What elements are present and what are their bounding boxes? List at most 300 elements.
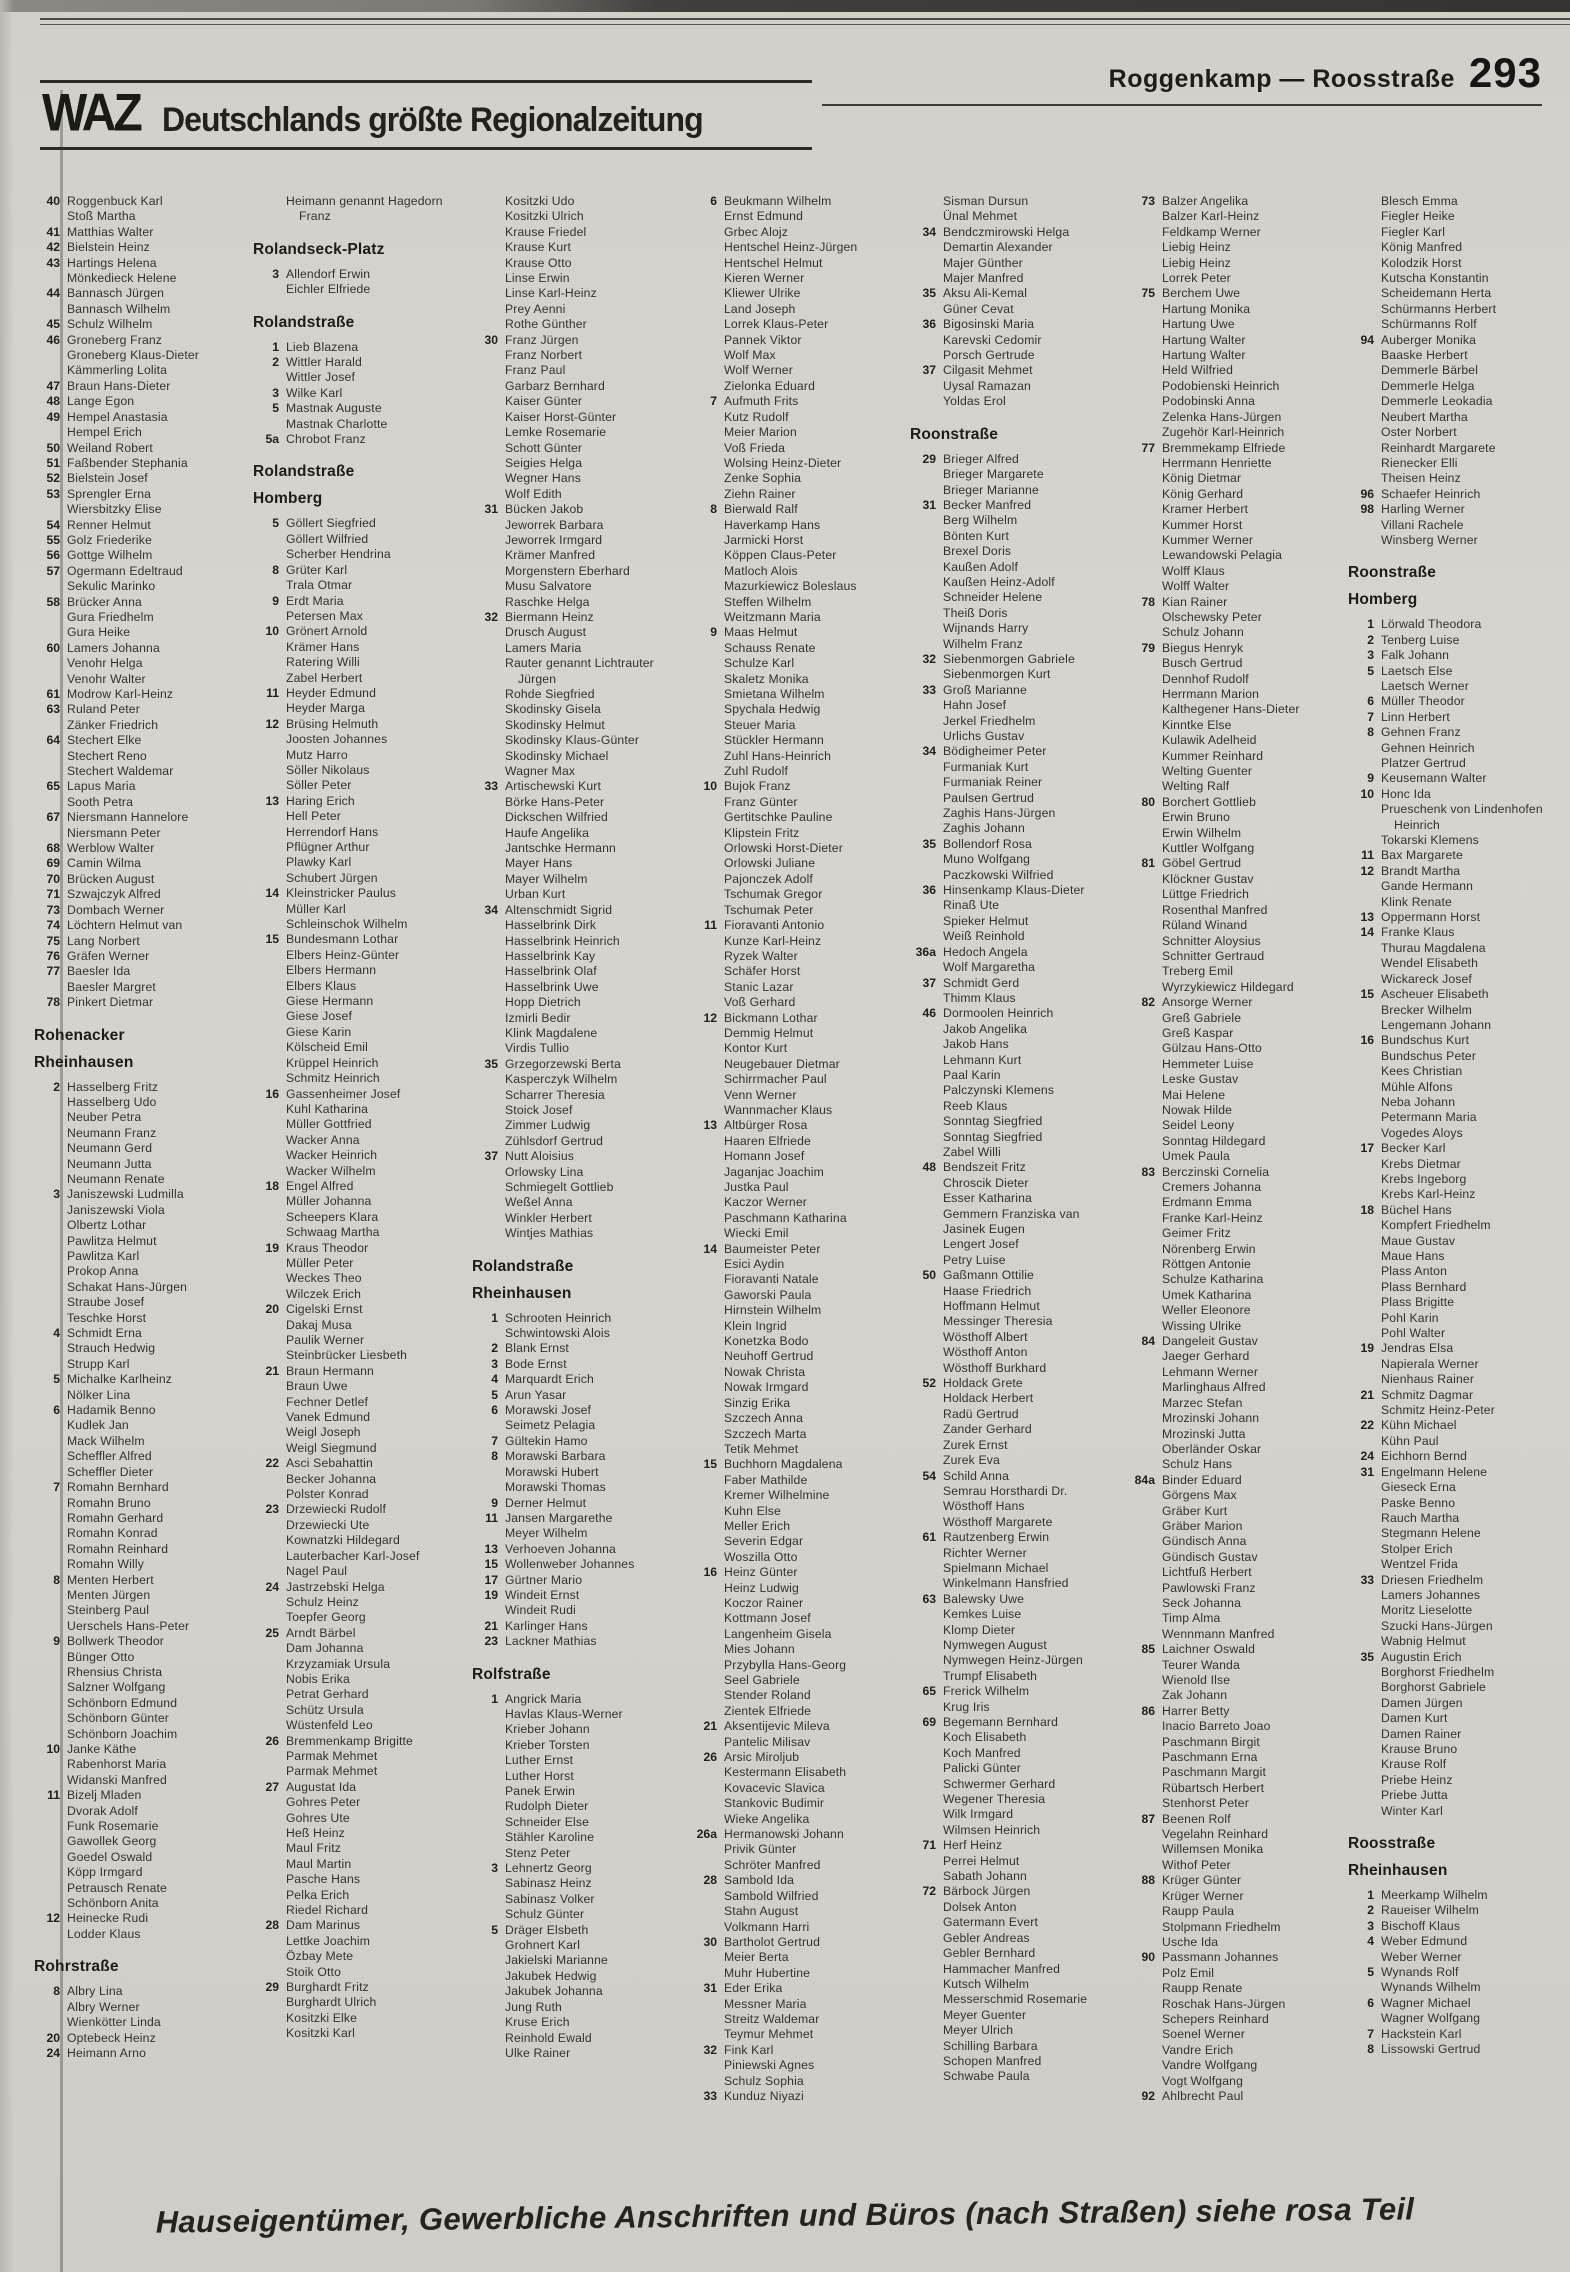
house-number: 13: [265, 793, 279, 808]
resident-name: Balzer Angelika: [1162, 194, 1249, 208]
entry-row: [34, 1511, 253, 1526]
entry-row: [253, 763, 472, 778]
entry-row: [34, 2046, 253, 2061]
entry-row: [1348, 1372, 1566, 1387]
resident-name: Hermanowski Johann: [724, 1827, 844, 1842]
resident-name: Wilhelm Franz: [943, 636, 1023, 651]
resident-name: Maue Gustav: [1381, 1233, 1456, 1248]
resident-name: Zurek Ernst: [943, 1437, 1008, 1452]
resident-name: Gawollek Georg: [67, 1834, 157, 1849]
entry-row: [691, 1026, 910, 1041]
house-number: 34: [922, 744, 936, 759]
house-number: 5a: [265, 432, 279, 447]
entry-row: [34, 456, 253, 471]
entry-row: [1348, 333, 1566, 348]
entry-row: [1348, 1573, 1566, 1588]
entry-row: [1348, 225, 1566, 240]
street-header: Rohrstraße: [34, 1958, 119, 1976]
resident-name: Hasselberg Udo: [67, 1094, 157, 1109]
resident-name: Bartholot Gertrud: [724, 1934, 821, 1949]
resident-name: Fink Karl: [724, 2042, 774, 2057]
resident-name: Pannek Viktor: [724, 332, 802, 347]
entry-row: [1129, 795, 1348, 810]
entry-row: [691, 256, 910, 271]
resident-name: Pawlitza Helmut: [67, 1233, 157, 1248]
house-number: 55: [46, 532, 60, 547]
resident-name: Harling Werner: [1381, 502, 1465, 517]
entry-row: [1129, 1088, 1348, 1103]
entry-row: [34, 1573, 253, 1588]
resident-name: Lettke Joachim: [286, 1933, 371, 1948]
entry-row: [1348, 1903, 1566, 1918]
entry-row: [691, 1735, 910, 1750]
house-number: 2: [1367, 1903, 1374, 1918]
entry-row: [910, 1669, 1129, 1684]
entry-row: [472, 441, 691, 456]
entry-row: [1129, 1118, 1348, 1133]
entry-row: [253, 1164, 472, 1179]
entry-row: [691, 1904, 910, 1919]
resident-name: Wilke Karl: [286, 385, 343, 400]
resident-name: Ernst Edmund: [724, 209, 804, 224]
entry-row: [1129, 1488, 1348, 1503]
resident-name: Ryzek Walter: [724, 948, 798, 963]
entry-row: [34, 240, 253, 255]
resident-name: Wannmacher Klaus: [724, 1102, 833, 1117]
entry-row: [472, 841, 691, 856]
resident-name: Podobienski Heinrich: [1162, 378, 1280, 393]
entry-row: [691, 209, 910, 224]
house-number: 8: [1367, 725, 1374, 740]
house-number: 11: [485, 1510, 498, 1525]
entry-row: [691, 456, 910, 471]
entry-row: [34, 1711, 253, 1726]
resident-name: Sambold Ida: [724, 1873, 795, 1888]
entry-row: [910, 883, 1129, 898]
resident-name: Angrick Maria: [505, 1691, 582, 1706]
house-number: 8: [1367, 2042, 1374, 2057]
resident-name: Orlowski Horst-Dieter: [724, 841, 843, 856]
resident-name: Allendorf Erwin: [286, 266, 371, 281]
resident-name: Braun Uwe: [286, 1379, 348, 1394]
resident-name: Krüger Werner: [1162, 1888, 1244, 1903]
house-number: 11: [266, 685, 279, 700]
resident-name: Wösthoff Albert: [943, 1329, 1028, 1344]
resident-name: Venohr Helga: [67, 656, 143, 671]
entry-row: [910, 529, 1129, 544]
entry-row: [1348, 1080, 1566, 1095]
resident-name: Wolf Margaretha: [943, 960, 1036, 975]
entry-row: [1348, 1126, 1566, 1141]
entry-row: [253, 516, 472, 531]
entry-row: [34, 995, 253, 1010]
resident-name: Beenen Rolf: [1162, 1811, 1231, 1826]
resident-name: Weiland Robert: [67, 440, 153, 455]
resident-name: Sonntag Siegfried: [943, 1114, 1043, 1129]
entry-row: [910, 1900, 1129, 1915]
resident-name: Dvorak Adolf: [67, 1803, 138, 1818]
resident-name: Laetsch Else: [1381, 663, 1453, 678]
resident-name: Albry Werner: [67, 1999, 140, 2014]
resident-name: Raupp Renate: [1162, 1981, 1243, 1996]
resident-name: Fioravanti Natale: [724, 1272, 819, 1287]
entry-row: [34, 379, 253, 394]
entry-row: [1348, 679, 1566, 694]
entry-row: [691, 887, 910, 902]
entry-row: [1129, 1581, 1348, 1596]
entry-row: [1348, 1064, 1566, 1079]
resident-name: Fioravanti Antonio: [724, 918, 825, 933]
resident-name: Hopp Dietrich: [505, 995, 581, 1010]
resident-name: Altbürger Rosa: [724, 1118, 808, 1133]
entry-row: [691, 1534, 910, 1549]
resident-name: Schulz Heinz: [286, 1594, 359, 1609]
entry-row: [1129, 379, 1348, 394]
entry-row: [1129, 641, 1348, 656]
house-number: 7: [1367, 2026, 1374, 2041]
resident-name: Jung Ruth: [505, 1999, 562, 2014]
entry-row: [34, 1603, 253, 1618]
resident-name: Kühn Paul: [1381, 1433, 1439, 1448]
entry-row: [691, 548, 910, 563]
resident-name: Zak Johann: [1162, 1688, 1228, 1703]
house-number: 8: [491, 1449, 498, 1464]
entry-row: [1348, 1588, 1566, 1603]
resident-name: Lamers Johanna: [67, 640, 160, 655]
street-header: Homberg: [253, 490, 323, 508]
entry-row: [691, 1319, 910, 1334]
entry-row: [472, 733, 691, 748]
resident-name: Borghorst Gabriele: [1381, 1680, 1486, 1695]
resident-name: Roggenbuck Karl: [67, 194, 163, 208]
directory-column-2: [253, 190, 472, 2188]
entry-row: [1129, 1611, 1348, 1626]
resident-name: Hammacher Manfred: [943, 1961, 1061, 1976]
entry-row: [1129, 1673, 1348, 1688]
entry-row: [1129, 548, 1348, 563]
entry-row: [910, 333, 1129, 348]
resident-name: Jendras Elsa: [1381, 1341, 1454, 1356]
entry-row: [34, 687, 253, 702]
entry-row: [1348, 1650, 1566, 1665]
resident-name: Kutz Rudolf: [724, 409, 789, 424]
resident-name: Arsic Miroljub: [724, 1750, 800, 1765]
entry-row: [1348, 864, 1566, 879]
resident-name: Kühn Michael: [1381, 1418, 1457, 1433]
house-number: 3: [272, 266, 279, 281]
entry-row: [1348, 1950, 1566, 1965]
resident-name: Meyer Wilhelm: [505, 1526, 588, 1541]
resident-name: Volkmann Harri: [724, 1919, 810, 1934]
entry-row: [691, 1118, 910, 1133]
street-header: Rolandseck-Platz: [253, 240, 385, 258]
entry-row: [1348, 1727, 1566, 1742]
house-number: 24: [46, 2045, 60, 2060]
resident-name: Beukmann Wilhelm: [724, 194, 832, 208]
resident-name: Brücken August: [67, 871, 155, 886]
resident-name: Priebe Jutta: [1381, 1788, 1448, 1803]
resident-name: Schmidt Erna: [67, 1326, 142, 1341]
house-number: 14: [265, 886, 279, 901]
resident-name: Schulz Hans: [1162, 1457, 1233, 1472]
page-header-rule: [822, 104, 1542, 106]
entry-row: [910, 621, 1129, 636]
entry-row: [472, 1923, 691, 1938]
entry-row: [1348, 664, 1566, 679]
house-number: 9: [272, 593, 279, 608]
entry-row: [910, 791, 1129, 806]
entry-row: [253, 794, 472, 809]
resident-name: Theisen Heinz: [1381, 471, 1461, 486]
entry-row: [691, 641, 910, 656]
entry-row: [910, 1145, 1129, 1160]
entry-row: [910, 1207, 1129, 1222]
resident-name: Elbers Hermann: [286, 963, 377, 978]
entry-row: [910, 1884, 1129, 1899]
house-number: 40: [46, 194, 60, 208]
entry-row: [34, 1804, 253, 1819]
entry-row: [472, 317, 691, 332]
house-number: 19: [1360, 1341, 1374, 1356]
resident-name: Renner Helmut: [67, 517, 151, 532]
entry-row: [472, 1011, 691, 1026]
entry-row: [1348, 1311, 1566, 1326]
entry-row: [472, 1557, 691, 1572]
resident-name: Kliewer Ulrike: [724, 286, 801, 301]
entry-row: [1129, 1519, 1348, 1534]
entry-row: [1129, 410, 1348, 425]
entry-row: [253, 979, 472, 994]
entry-row: [910, 1576, 1129, 1591]
entry-row: [1129, 394, 1348, 409]
entry-row: [691, 872, 910, 887]
resident-name: Wösthoff Hans: [943, 1499, 1025, 1514]
resident-name: Bizelj Mladen: [67, 1788, 142, 1803]
entry-row: [691, 271, 910, 286]
resident-name: Stahn August: [724, 1904, 799, 1919]
resident-name: Erdmann Emma: [1162, 1195, 1252, 1210]
resident-name: Krämer Hans: [286, 639, 360, 654]
resident-name: Burghardt Fritz: [286, 1980, 369, 1995]
entry-row: [691, 1257, 910, 1272]
entry-row: [34, 410, 253, 425]
resident-name: Maas Helmut: [724, 625, 798, 640]
resident-name: Plass Anton: [1381, 1264, 1448, 1279]
house-number: 56: [46, 548, 60, 563]
house-number: 10: [1360, 786, 1374, 801]
house-number: 5: [491, 1922, 498, 1937]
resident-name: Wabnig Helmut: [1381, 1634, 1466, 1649]
entry-row: [1348, 456, 1566, 471]
entry-row: [1129, 564, 1348, 579]
entry-row: [253, 370, 472, 385]
resident-name: Reeb Klaus: [943, 1098, 1008, 1113]
house-number: 54: [922, 1468, 936, 1483]
entry-row: [253, 1302, 472, 1317]
resident-name: Bünger Otto: [67, 1649, 135, 1664]
entry-row: [691, 1380, 910, 1395]
entry-row: [253, 578, 472, 593]
entry-row: [691, 934, 910, 949]
resident-name: Schubert Jürgen: [286, 870, 378, 885]
entry-row: [472, 949, 691, 964]
entry-row: [472, 363, 691, 378]
resident-name: Derner Helmut: [505, 1495, 587, 1510]
resident-name: Demmerle Helga: [1381, 378, 1475, 393]
resident-name: Zientek Elfriede: [724, 1703, 812, 1718]
entry-row: [253, 386, 472, 401]
resident-name: Prueschenk von Lindenhofen: [1381, 802, 1543, 817]
resident-name: Erwin Wilhelm: [1162, 825, 1242, 840]
house-number: 35: [922, 286, 936, 301]
resident-name: Söller Nikolaus: [286, 762, 370, 777]
entry-row: [253, 655, 472, 670]
resident-name: Kummer Reinhard: [1162, 748, 1264, 763]
resident-name: Nowak Irmgard: [724, 1380, 809, 1395]
entry-row: [910, 1715, 1129, 1730]
resident-name: Köppen Claus-Peter: [724, 548, 837, 563]
resident-name: Nörenberg Erwin: [1162, 1241, 1256, 1256]
entry-row: [1348, 633, 1566, 648]
entry-row: [1129, 1457, 1348, 1472]
entry-row: [1348, 363, 1566, 378]
resident-name: Rohde Siegfried: [505, 687, 595, 701]
entry-row: [253, 1056, 472, 1071]
resident-name: Scheffler Dieter: [67, 1464, 154, 1479]
entry-row: [691, 1997, 910, 2012]
house-number: 49: [46, 409, 60, 424]
resident-name: Krause Rolf: [1381, 1757, 1447, 1772]
house-number: 3: [1367, 648, 1374, 663]
entry-row: [1129, 1272, 1348, 1287]
house-number: 8: [53, 1984, 60, 1999]
entry-row: [1348, 1980, 1566, 1995]
resident-name: Pawlitza Karl: [67, 1249, 140, 1263]
house-number: 1: [272, 339, 279, 354]
entry-row: [1129, 826, 1348, 841]
resident-name: Jakubek Johanna: [505, 1984, 603, 1999]
resident-name: Lodder Klaus: [67, 1926, 141, 1941]
resident-name: Kudlek Jan: [67, 1418, 129, 1433]
entry-row: [691, 718, 910, 733]
resident-name: Panek Erwin: [505, 1784, 576, 1798]
entry-row: [253, 1626, 472, 1641]
entry-row: [472, 1103, 691, 1118]
entry-row: [34, 579, 253, 594]
resident-name: Rhensius Christa: [67, 1664, 163, 1679]
resident-name: Göllert Wilfried: [286, 531, 369, 546]
entry-row: [472, 1165, 691, 1180]
resident-name: Weiß Reinhold: [943, 929, 1025, 944]
street-header: Rohenacker: [34, 1026, 125, 1044]
entry-row: [1129, 872, 1348, 887]
resident-name: Weber Edmund: [1381, 1934, 1468, 1949]
house-number: 25: [265, 1625, 279, 1640]
resident-name: Feldkamp Werner: [1162, 224, 1261, 239]
entry-row: [472, 641, 691, 656]
resident-name: Wyrzykiewicz Hildegard: [1162, 979, 1294, 994]
resident-name: Klipstein Fritz: [724, 825, 800, 840]
resident-name: Arndt Bärbel: [286, 1625, 356, 1640]
entry-row: [1348, 1919, 1566, 1934]
resident-name: Jakubek Hedwig: [505, 1968, 597, 1983]
house-number: 36a: [915, 944, 936, 959]
entry-row: [1348, 1711, 1566, 1726]
entry-row: [472, 1434, 691, 1449]
resident-name: Jantschke Hermann: [505, 841, 616, 856]
house-number: 85: [1141, 1642, 1155, 1657]
resident-name: Pelka Erich: [286, 1887, 350, 1902]
page-number: 293: [1468, 49, 1542, 96]
resident-name: Kownatzki Hildegard: [286, 1533, 400, 1548]
resident-name: Welting Guenter: [1162, 764, 1253, 779]
house-number: 77: [46, 964, 60, 979]
resident-name: Tschumak Gregor: [724, 887, 823, 902]
house-number: 47: [46, 378, 60, 393]
resident-name: Goedel Oswald: [67, 1849, 153, 1864]
entry-wrap-line: Jürgen: [518, 671, 557, 686]
resident-name: Weitzmann Maria: [724, 609, 821, 624]
resident-name: Schmiegelt Gottlieb: [505, 1180, 614, 1194]
house-number: 68: [46, 841, 60, 856]
resident-name: Messinger Theresia: [943, 1314, 1053, 1329]
resident-name: Marquardt Erich: [505, 1372, 594, 1387]
resident-name: Sambold Wilfried: [724, 1888, 819, 1903]
entry-row: [34, 317, 253, 332]
resident-name: Eichhorn Bernd: [1381, 1449, 1468, 1464]
resident-name: Giese Josef: [286, 1009, 353, 1024]
resident-name: Binder Eduard: [1162, 1472, 1242, 1487]
house-number: 9: [1367, 771, 1374, 786]
entry-row: [691, 348, 910, 363]
resident-name: Kramer Herbert: [1162, 502, 1249, 517]
entry-row: [253, 194, 472, 209]
entry-row: [253, 1965, 472, 1980]
resident-name: Stolpmann Friedhelm: [1162, 1919, 1281, 1934]
entry-row: [472, 1449, 691, 1464]
house-number: 70: [46, 871, 60, 886]
resident-name: Menten Jürgen: [67, 1587, 151, 1602]
resident-name: Mastnak Charlotte: [286, 416, 388, 431]
entry-row: [1348, 1326, 1566, 1341]
entry-row: [910, 1823, 1129, 1838]
house-number: 31: [1360, 1464, 1374, 1479]
resident-name: Mühle Alfons: [1381, 1079, 1453, 1094]
entry-row: [34, 1141, 253, 1156]
entry-row: [691, 687, 910, 702]
entry-row: [253, 1210, 472, 1225]
entry-row: [910, 868, 1129, 883]
resident-name: Berczinski Cornelia: [1162, 1164, 1270, 1179]
resident-name: Ogermann Edeltraud: [67, 563, 183, 578]
resident-name: Brexel Doris: [943, 544, 1012, 559]
entry-row: [34, 1388, 253, 1403]
resident-name: Balzer Karl-Heinz: [1162, 209, 1260, 224]
entry-row: [1129, 687, 1348, 702]
resident-name: Wollenweber Johannes: [505, 1557, 635, 1572]
resident-name: Camin Wilma: [67, 856, 142, 871]
entry-row: [691, 1211, 910, 1226]
entry-row: [253, 1872, 472, 1887]
resident-name: Soenel Werner: [1162, 2027, 1246, 2042]
resident-name: Paulik Werner: [286, 1333, 365, 1347]
house-number: 26: [265, 1733, 279, 1748]
entry-row: [253, 1811, 472, 1826]
entry-row: [253, 1641, 472, 1656]
resident-name: Neuber Petra: [67, 1110, 142, 1125]
resident-name: Krieber Johann: [505, 1722, 590, 1737]
entry-row: [1348, 1249, 1566, 1264]
